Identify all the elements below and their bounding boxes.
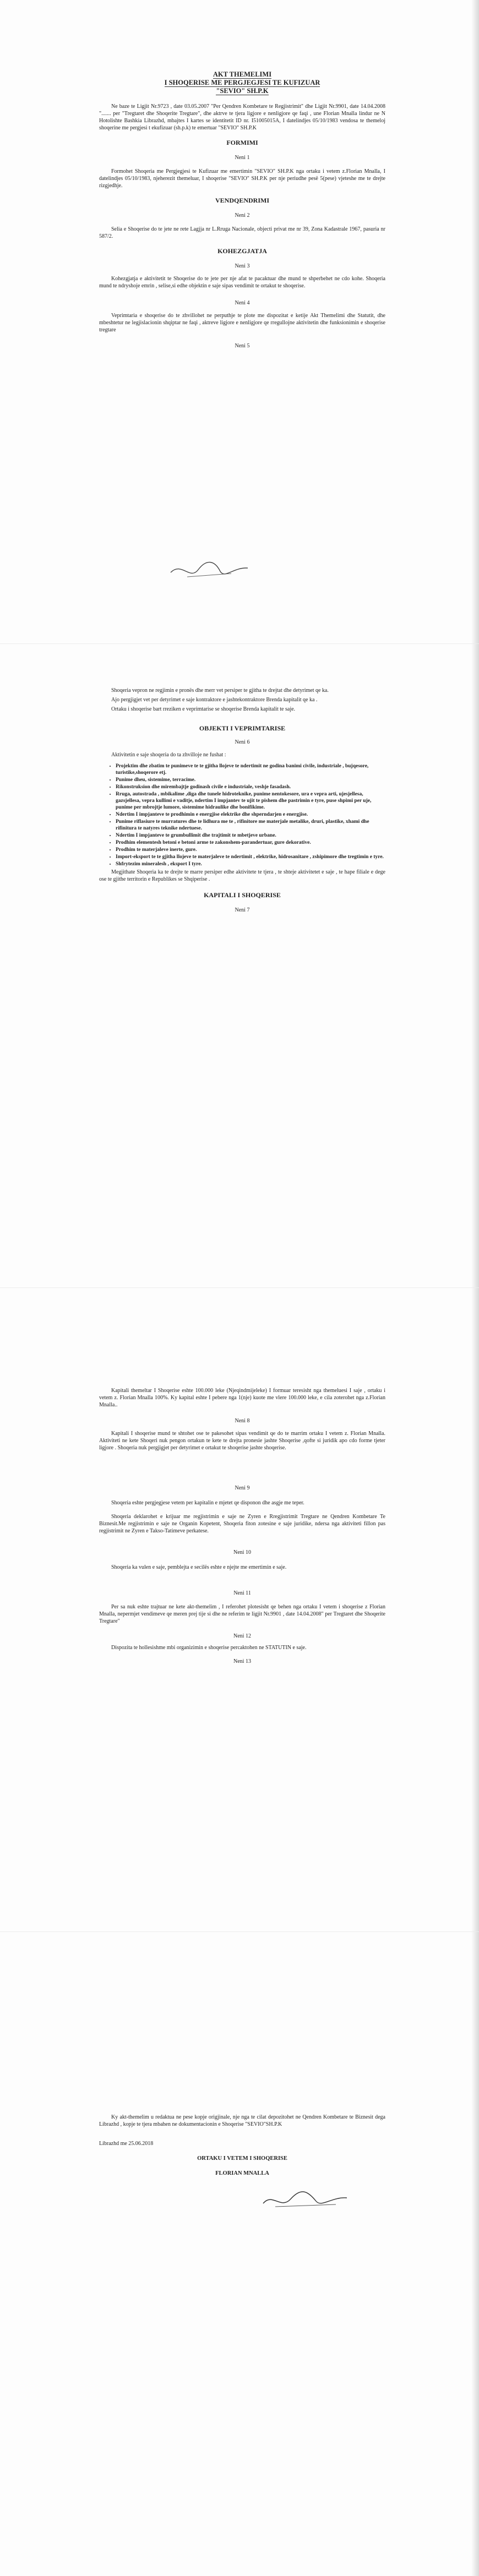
neni-13-label: Neni 13 — [233, 1658, 251, 1664]
handwritten-signature — [259, 2182, 352, 2215]
activity-item: • Prodhim te materjaleve inerte, gure. — [116, 847, 385, 853]
signature-mark — [165, 550, 259, 589]
neni-6-label: Neni 6 — [235, 739, 250, 745]
neni-7-text: Kapitali themeltar I Shoqerise eshte 100.000 leke (Njeqindmijeleke) I formuar teresisht nga themeluesi I saje , ortaku i vetem z. Florian Mnalla 100%. Ky kapital eshte I pebere nga 1(nje) kuote me vlere 100.000 leke, e cila zoterohet nga z.Florian Mnalla.. — [99, 1388, 385, 1408]
scan-shadow — [471, 644, 479, 1288]
neni-2-label: Neni 2 — [235, 212, 250, 219]
neni-1-label: Neni 1 — [235, 155, 250, 161]
heading-kohezgjatja: KOHEZGJATJA — [217, 247, 267, 255]
document-page-3 — [0, 1288, 479, 1932]
heading-objekti: OBJEKTI I VEPRIMTARISE — [199, 724, 286, 732]
activity-list — [99, 763, 385, 867]
neni-4-text: Veprimtaria e shoqerise do te zhvillohet ne perputhje te plote me dispozitat e ketije Akt Themelimi dhe Statutit, dhe mbeshtetur ne legjislacionin shqiptar ne faqi , aktreve ligjore e nenligjore qe rregullojne aktivitetin dhe funksionimin e shoqerise tregtare — [99, 313, 385, 333]
neni-2-text: Selia e Shoqerise do te jete ne rete Lagjja nr L.Rruga Nacionale, objecti privat me nr 39, Zona Kadastrale 1967, pasuria nr 587/2. — [99, 226, 385, 239]
activity-item: • Shfrytezim mineralesh , eksport I tyre. — [116, 861, 385, 867]
activities-note: Megjithate Shoqeria ka te drejte te marre persiper edhe aktivitete te tjera , te shteje aktivitetet e saje , te hape filiale e dege ose te gjithe territorin e Republikes se Shqiperise . — [99, 869, 385, 882]
document-title — [99, 70, 385, 95]
neni-3-text: Kohezgjatja e aktivitetit te Shoqerise do te jete per nje afat te pacaktuar dhe mund te shperbehet ne cdo kohe. Shoqeria mund te ndryshoje emrin , selise,si edhe objektin e saje sipas vendimit te ortakut te shoqerise. — [99, 276, 385, 289]
activity-item: • Rikonstruksion dhe mirembajtje godinash civile e industriale, veshje fasadash. — [116, 784, 385, 790]
neni-9-label: Neni 9 — [235, 1485, 250, 1491]
neni-8-text: Kapitali I shoqerise mund te shtohet ose te pakesohet sipas vendimit qe do te marrim ortaku I vetem z. Florian Mnalla. Aktiviteti ne kete Shoqeri nuk pengon ortakun te kete te drejta pronesie jashte Shoqerise ,qofte si juridik apo cdo forme tjeter ligjore . Shoqeria nuk pergjigjet per detyrimet e ortakut te shoqerise jashte shoqerise. — [99, 1431, 385, 1451]
activity-item: • Rruga, autostrada , mbikalime ,diga dhe tunele hidroteknike, punime nentokesore, ura e vepra arti, ujesjellesa, gazsjellesa, vepra kullimi e vaditje, ndertim I impjantev te ujit te pishem dhe pastrimin e tyre, puse shpimi per uje, punime per mbrojtje lumore, sistemime hidraulike dhe bonifikime. — [116, 791, 385, 811]
scan-shadow — [471, 0, 479, 644]
scan-shadow — [471, 1288, 479, 1932]
neni-10-text: Shoqeria ka vulen e saje, pemblejta e secilës eshte e njejte me emertimin e saje. — [111, 1564, 287, 1570]
activity-item: • Projektim dhe zbatim te punimeve te te gjitha llojeve te ndertimit ne godina banimi civile, industriale , bujqesore, turistike,shoqerore etj. — [116, 763, 385, 776]
intro-paragraph: Ne baze te Ligjit Nr.9723 , date 03.05.2007 "Per Qendren Kombetare te Regjistrimit" dhe Ligjit Nr.9901, date 14.04.2008 "....... per "Tregtaret dhe Shoqerite Tregtare", dhe aktrve te tjera ligjore e nenligjore qe faqi , une Florian Mnalla lindur ne N Hotolishte Bashkia Librazhd, mbajtes I kartes se identitetit ID nr. I51005015A, I datelindjes 05/10/1983 vendosa te themeloj shoqerine me pergjesi t ekufizuar (sh.p.k) te emertuar "SEVIO" SH.P.K — [99, 103, 385, 131]
heading-formimi: FORMIMI — [226, 139, 258, 146]
neni-11-text: Per sa nuk eshte trajtuar ne kete akt-themelim , I referohet plotesisht qe behen nga ortaku I vetem i shoqerise z Florian Mnalla, nepermjet vendimeve qe meren prej tije si dhe ne referim te ligjit Nr.9901 , date 14.04.2008" per Tregtaret dhe Shoqerite Tregtare" — [99, 1604, 385, 1624]
activity-item: • Punime dheu, sistemime, terracime. — [116, 777, 385, 783]
signature-name: FLORIAN MNALLA — [215, 2170, 269, 2176]
neni-9-text-a: Shoqeria eshte pergjegjese vetem per kapitalin e mjetet qe disponon dhe asgje me teper. — [111, 1500, 304, 1506]
signature-title: ORTAKU I VETEM I SHOQERISE — [197, 2155, 287, 2162]
document-page-2 — [0, 644, 479, 1288]
neni-9-text-b: Shoqeria deklarohet e krijuar me regjistrimin e saje ne Zyren e Rregjistrimit Tregtare ne Qendren Kombetare Te Biznesit.Me regjistrimin e saje ne Organin Kopetent, Shoqeria fiton zotesine e saje juridike, ndersa nga aktiviteti fillon pas regjistrimit ne Zyren e Takso-Tatimeve perkatese. — [99, 1514, 385, 1534]
neni-3-label: Neni 3 — [235, 263, 250, 269]
neni-12-text: Dispozita te hollesishme mbi organizimin e shoqerise percaktohen ne STATUTIN e saje. — [111, 1645, 307, 1651]
scan-shadow — [471, 1932, 479, 2576]
place-date: Librazhd me 25.06.2018 — [99, 2141, 154, 2147]
neni-7-label: Neni 7 — [235, 907, 250, 913]
neni-5-label: Neni 5 — [235, 343, 250, 349]
title-line-1: AKT THEMELIMI — [213, 70, 272, 78]
neni-5-text-b: Ajo pergjigjet vet per detyrimet e saje kontraktore e jashtekontraktore Brenda kapitalit qe ka . — [111, 697, 318, 703]
title-line-2: I SHOQERISE ME PERGJEGJESI TE KUFIZUAR — [164, 79, 320, 86]
neni-6-intro: Aktivitetin e saje shoqeria do ta zhvilloje ne fushat : — [111, 752, 226, 758]
document-page-1 — [0, 0, 479, 644]
title-line-3: "SEVIO" SH.P.K — [216, 87, 269, 95]
activity-item: • Ndertim I impjanteve te grumbullimit dhe trajtimit te mbetjeve urbane. — [116, 832, 385, 839]
neni-4-label: Neni 4 — [235, 300, 250, 306]
neni-5-text-a: Shoqeria vepron ne regjimin e pronës dhe merr vet persiper te gjitha te drejtat dhe detyrimet qe ka. — [111, 687, 329, 694]
document-page-4 — [0, 1932, 479, 2576]
neni-12-label: Neni 12 — [233, 1633, 251, 1639]
neni-10-label: Neni 10 — [233, 1549, 251, 1556]
activity-item: • Ndertim I impjanteve te prodhimin e energjise elektrike dhe shperndarjen e energjise. — [116, 811, 385, 818]
activity-item: • Import-eksport te te gjitha llojeve te materjaleve te ndertimit , elektrike, hidrosanitare , zshipimore dhe tregtimin e tyre. — [116, 854, 385, 860]
neni-8-label: Neni 8 — [235, 1418, 250, 1424]
activity-item: • Prodhim elementesh betoni e betoni arme te zakonshem-parandertuar, gure dekorative. — [116, 839, 385, 846]
neni-5-text-c: Ortaku i shoqerise bart rreziken e veprimtarise se shoqerise Brenda kapitalit te saje. — [111, 706, 296, 712]
neni-1-text: Formohet Shoqeria me Pergjegjesi te Kufizuar me emertimin "SEVIO" SH.P.K nga ortaku i vetem z.Florian Mnalla, I datelindjes 05/10/1983, njeherezit themeluar, I shoqerise "SEVIO" SH.P.K per nje periudhe pesë 5(pese) vjeteshe me te drejte rizgjedhje. — [99, 168, 385, 189]
heading-kapitali: KAPITALI I SHOQERISE — [204, 891, 281, 899]
heading-vendqendrimi: VENDQENDRIMI — [215, 197, 269, 204]
signature-block — [99, 2155, 385, 2177]
closing-paragraph: Ky akt-themelim u redaktua ne pese kopje origjinale, nje nga te cilat depozitohet ne Qendren Kombetare te Biznesit dega Librazhd , kopje te tjera mbahen ne dokumentacionin e Shoqerise "SEVIO"SH.P.K — [99, 2114, 385, 2127]
neni-11-label: Neni 11 — [233, 1590, 251, 1596]
activity-item: • Punime riflasiure te murratures dhe te lidhura me te , rifinitore me materjale metalike, druri, plastike, xhami dhe rifinitura te natyres teknike ndertuese. — [116, 818, 385, 832]
